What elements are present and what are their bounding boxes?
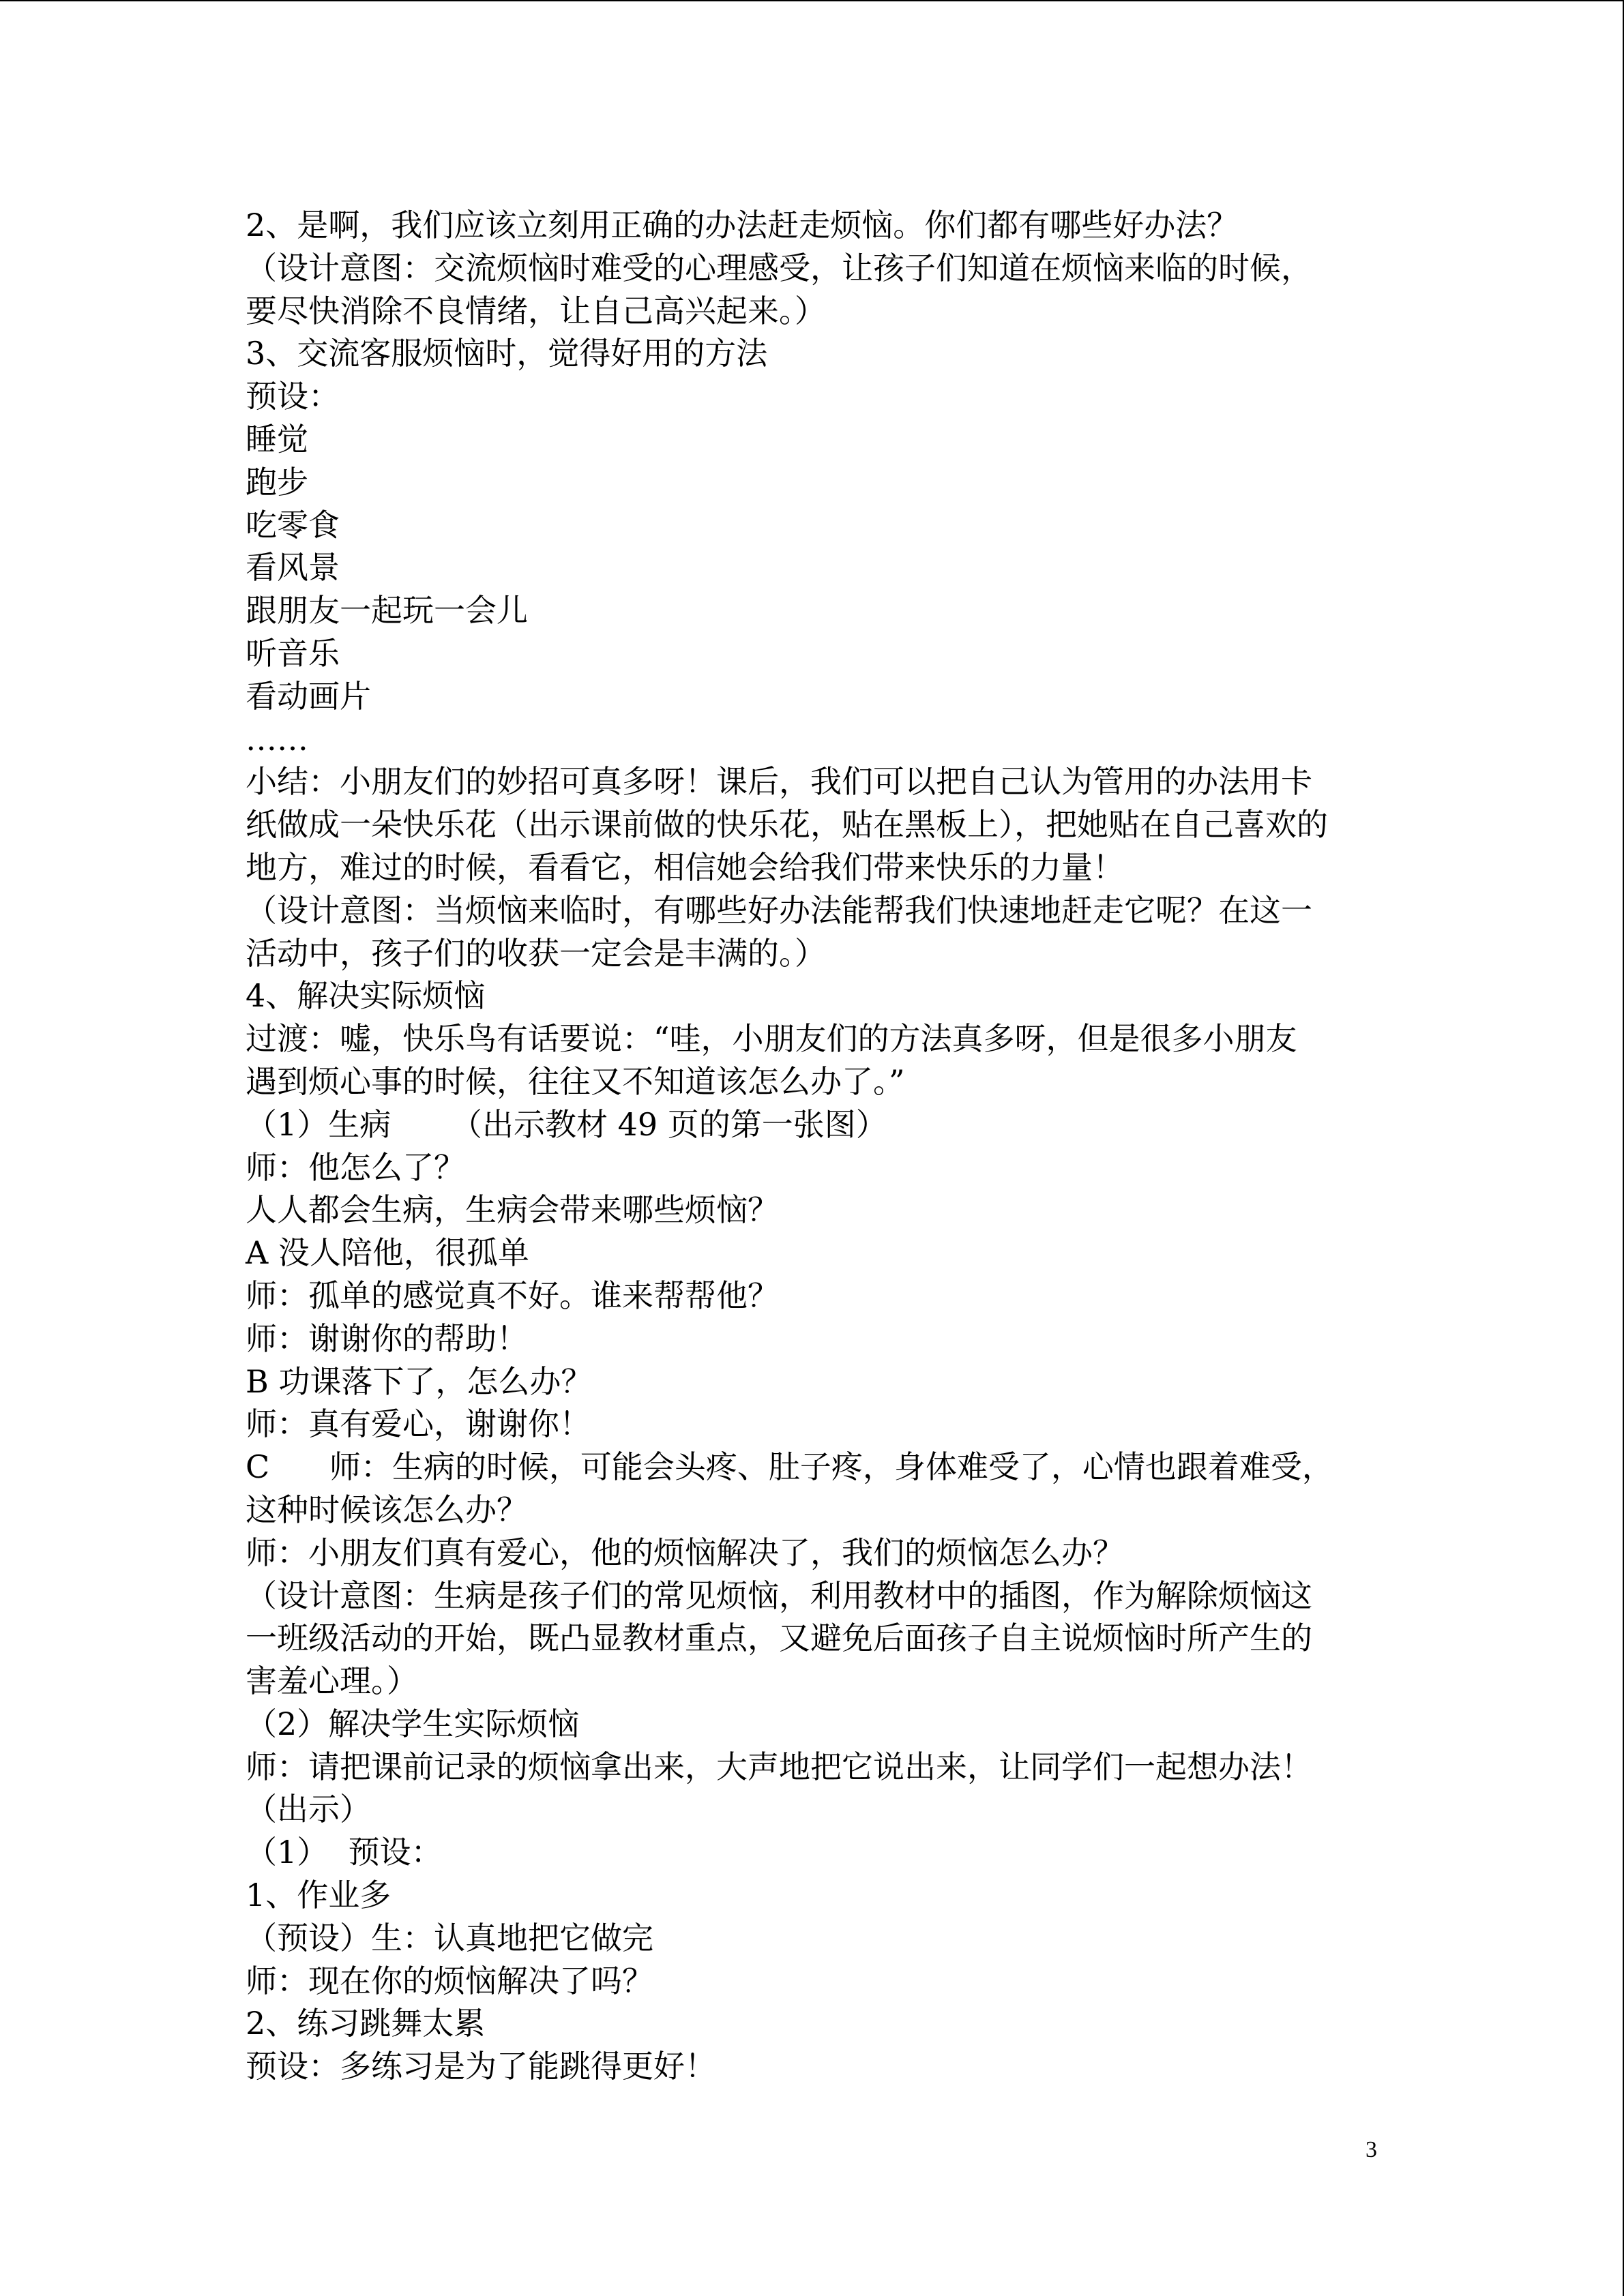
design-note-line: （设计意图：当烦恼来临时，有哪些好办法能帮我们快速地赶走它呢？在这一 xyxy=(246,891,1312,929)
design-note-line: 活动中，孩子们的收获一定会是丰满的。） xyxy=(246,934,826,972)
subsection-heading: （2）解决学生实际烦恼 xyxy=(246,1705,580,1742)
text-line: 师：现在你的烦恼解决了吗？ xyxy=(246,1962,653,1999)
text-line: 师：真有爱心，谢谢你！ xyxy=(246,1405,591,1443)
text-line: 师：谢谢你的帮助！ xyxy=(246,1320,528,1357)
ellipsis-line: …… xyxy=(246,720,308,758)
text-line: 小结：小朋友们的妙招可真多呀！课后，我们可以把自己认为管用的办法用卡 xyxy=(246,763,1312,801)
list-item: 听音乐 xyxy=(246,634,340,672)
design-note-line: （设计意图：生病是孩子们的常见烦恼，利用教材中的插图，作为解除烦恼这 xyxy=(246,1577,1312,1614)
text-line: 师：小朋友们真有爱心，他的烦恼解决了，我们的烦恼怎么办？ xyxy=(246,1534,1124,1571)
text-line: C 师：生病的时候，可能会头疼、肚子疼，身体难受了，心情也跟着难受， xyxy=(246,1448,1333,1486)
text-line: 预设：多练习是为了能跳得更好！ xyxy=(246,2048,716,2085)
section-heading: 3、交流客服烦恼时，觉得好用的方法 xyxy=(246,335,768,372)
text-line: A 没人陪他，很孤单 xyxy=(246,1234,529,1272)
text-line: （出示） xyxy=(246,1791,371,1828)
list-item: 吃零食 xyxy=(246,506,340,543)
text-line: 师：他怎么了？ xyxy=(246,1148,465,1186)
design-note-line: 一班级活动的开始，既凸显教材重点，又避免后面孩子自主说烦恼时所产生的 xyxy=(246,1620,1312,1657)
design-note-line: 要尽快消除不良情绪，让自己高兴起来。） xyxy=(246,292,826,329)
text-line: 2、是啊，我们应该立刻用正确的办法赶走烦恼。你们都有哪些好办法？ xyxy=(246,207,1239,243)
list-item: 看动画片 xyxy=(246,677,371,715)
text-line: 遇到烦心事的时候，往往又不知道该怎么办了。” xyxy=(246,1062,905,1100)
design-note-line: 害羞心理。） xyxy=(246,1663,418,1700)
text-line: 地方，难过的时候，看看它，相信她会给我们带来快乐的力量！ xyxy=(246,848,1124,886)
list-item: 跑步 xyxy=(246,463,308,501)
text-line: （预设）生：认真地把它做完 xyxy=(246,1919,653,1956)
text-line: 过渡：嘘，快乐鸟有话要说：“哇，小朋友们的方法真多呀，但是很多小朋友 xyxy=(246,1020,1297,1058)
text-line: 2、练习跳舞太累 xyxy=(246,2005,486,2042)
text-line: 师：请把课前记录的烦恼拿出来，大声地把它说出来，让同学们一起想办法！ xyxy=(246,1748,1312,1785)
text-line: 这种时候该怎么办？ xyxy=(246,1491,528,1528)
section-heading: 4、解决实际烦恼 xyxy=(246,977,486,1015)
page-number: 3 xyxy=(1365,2137,1377,2162)
list-item: 跟朋友一起玩一会儿 xyxy=(246,592,528,629)
subsection-heading: （1）生病 （出示教材 49 页的第一张图） xyxy=(246,1105,887,1143)
design-note-line: （设计意图：交流烦恼时难受的心理感受，让孩子们知道在烦恼来临的时候， xyxy=(246,249,1312,286)
text-line: 纸做成一朵快乐花（出示课前做的快乐花，贴在黑板上），把她贴在自己喜欢的 xyxy=(246,806,1328,844)
text-line: B 功课落下了，怎么办？ xyxy=(246,1362,593,1400)
text-line: 师：孤单的感觉真不好。谁来帮帮他？ xyxy=(246,1277,779,1314)
text-line: 预设： xyxy=(246,378,340,415)
text-line: 1、作业多 xyxy=(246,1877,392,1914)
page-body xyxy=(246,204,1378,2088)
list-item: 睡觉 xyxy=(246,420,308,458)
text-line: 人人都会生病，生病会带来哪些烦恼？ xyxy=(246,1191,779,1229)
text-line: （1） 预设： xyxy=(246,1834,443,1871)
list-item: 看风景 xyxy=(246,549,340,586)
